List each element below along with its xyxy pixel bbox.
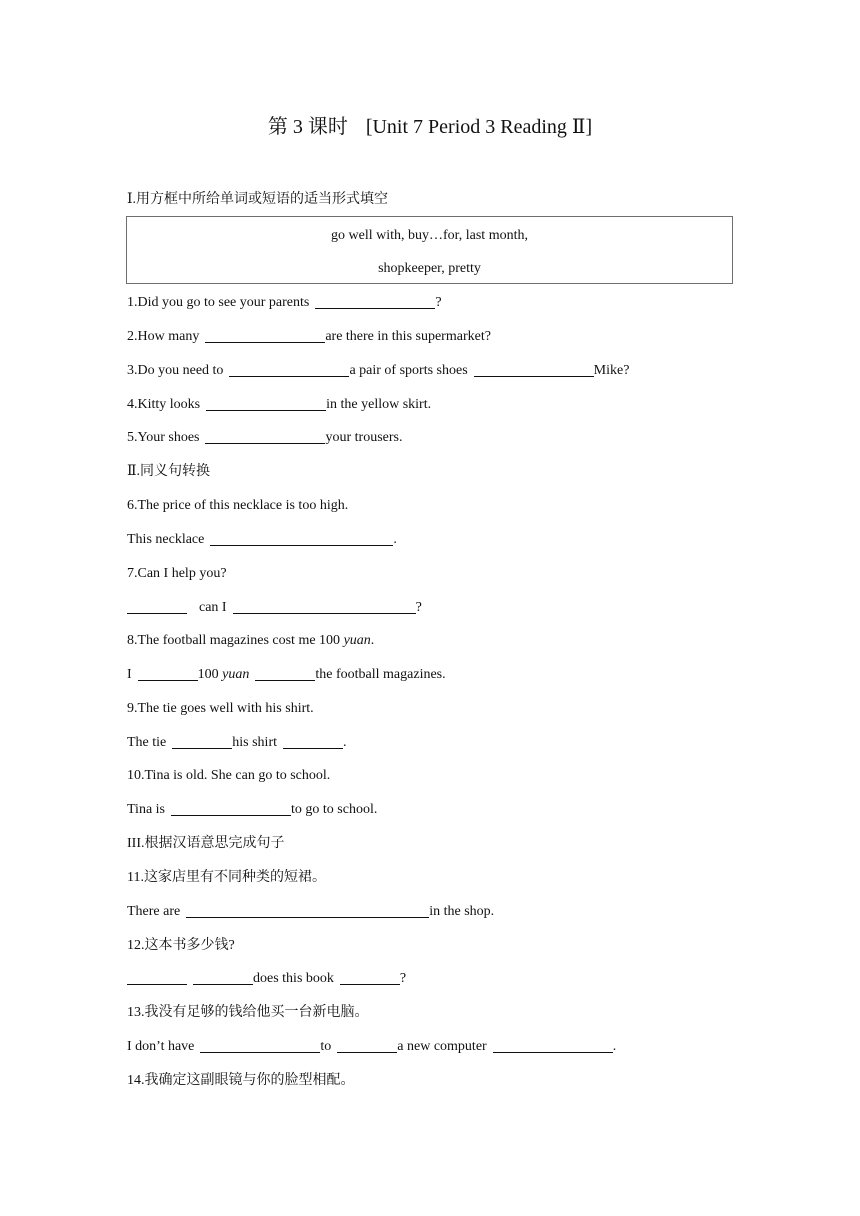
question-11-prompt: 11.这家店里有不同种类的短裙。 [127,870,326,885]
word-bank-line-1: go well with, buy…for, last month, [331,228,528,243]
answer-blank[interactable] [200,1038,320,1053]
question-12-prompt: 12.这本书多少钱? [127,938,235,953]
answer-blank[interactable] [127,599,187,614]
word-bank-box [126,216,733,284]
question-2: 2.How many are there in this supermarket? [127,329,491,344]
answer-blank[interactable] [255,666,315,681]
question-5: 5.Your shoes your trousers. [127,430,403,445]
question-10-answer: Tina is to go to school. [127,802,378,817]
question-6-answer: This necklace . [127,532,397,547]
section-2-heading: Ⅱ.同义句转换 [127,464,211,479]
answer-blank[interactable] [233,599,416,614]
answer-blank[interactable] [127,970,187,985]
question-7-prompt: 7.Can I help you? [127,566,227,581]
question-7-answer: can I ? [127,598,422,618]
question-6-prompt: 6.The price of this necklace is too high. [127,498,349,513]
question-9-answer: The tie his shirt . [127,735,347,750]
question-4: 4.Kitty looks in the yellow skirt. [127,397,432,412]
answer-blank[interactable] [205,328,325,343]
answer-blank[interactable] [315,294,435,309]
question-11-answer: There are in the shop. [127,904,495,919]
title-chinese: 第 3 课时 [267,116,348,138]
answer-blank[interactable] [186,903,429,918]
question-12-answer: does this book ? [127,969,406,989]
answer-blank[interactable] [210,531,393,546]
answer-blank[interactable] [337,1038,397,1053]
question-8-answer: I 100 yuan the football magazines. [127,667,446,682]
question-1: 1.Did you go to see your parents ? [127,295,442,310]
answer-blank[interactable] [206,396,326,411]
answer-blank[interactable] [474,362,594,377]
question-13-prompt: 13.我没有足够的钱给他买一台新电脑。 [127,1005,369,1020]
word-bank-line-2: shopkeeper, pretty [378,261,481,276]
question-13-answer: I don’t have to a new computer . [127,1039,617,1054]
question-14-prompt: 14.我确定这副眼镜与你的脸型相配。 [127,1073,355,1088]
question-9-prompt: 9.The tie goes well with his shirt. [127,701,314,716]
page-title [0,112,860,142]
title-english: [Unit 7 Period 3 Reading Ⅱ] [365,116,593,138]
answer-blank[interactable] [340,970,400,985]
answer-blank[interactable] [138,666,198,681]
answer-blank[interactable] [205,429,325,444]
answer-blank[interactable] [493,1038,613,1053]
question-10-prompt: 10.Tina is old. She can go to school. [127,768,331,783]
answer-blank[interactable] [193,970,253,985]
section-1-heading: Ⅰ.用方框中所给单词或短语的适当形式填空 [127,192,389,207]
section-3-heading: III.根据汉语意思完成句子 [127,836,285,851]
question-8-prompt: 8.The football magazines cost me 100 yuan. [127,633,375,648]
answer-blank[interactable] [171,801,291,816]
question-3: 3.Do you need to a pair of sports shoes Mike? [127,363,630,378]
answer-blank[interactable] [229,362,349,377]
answer-blank[interactable] [172,734,232,749]
answer-blank[interactable] [283,734,343,749]
